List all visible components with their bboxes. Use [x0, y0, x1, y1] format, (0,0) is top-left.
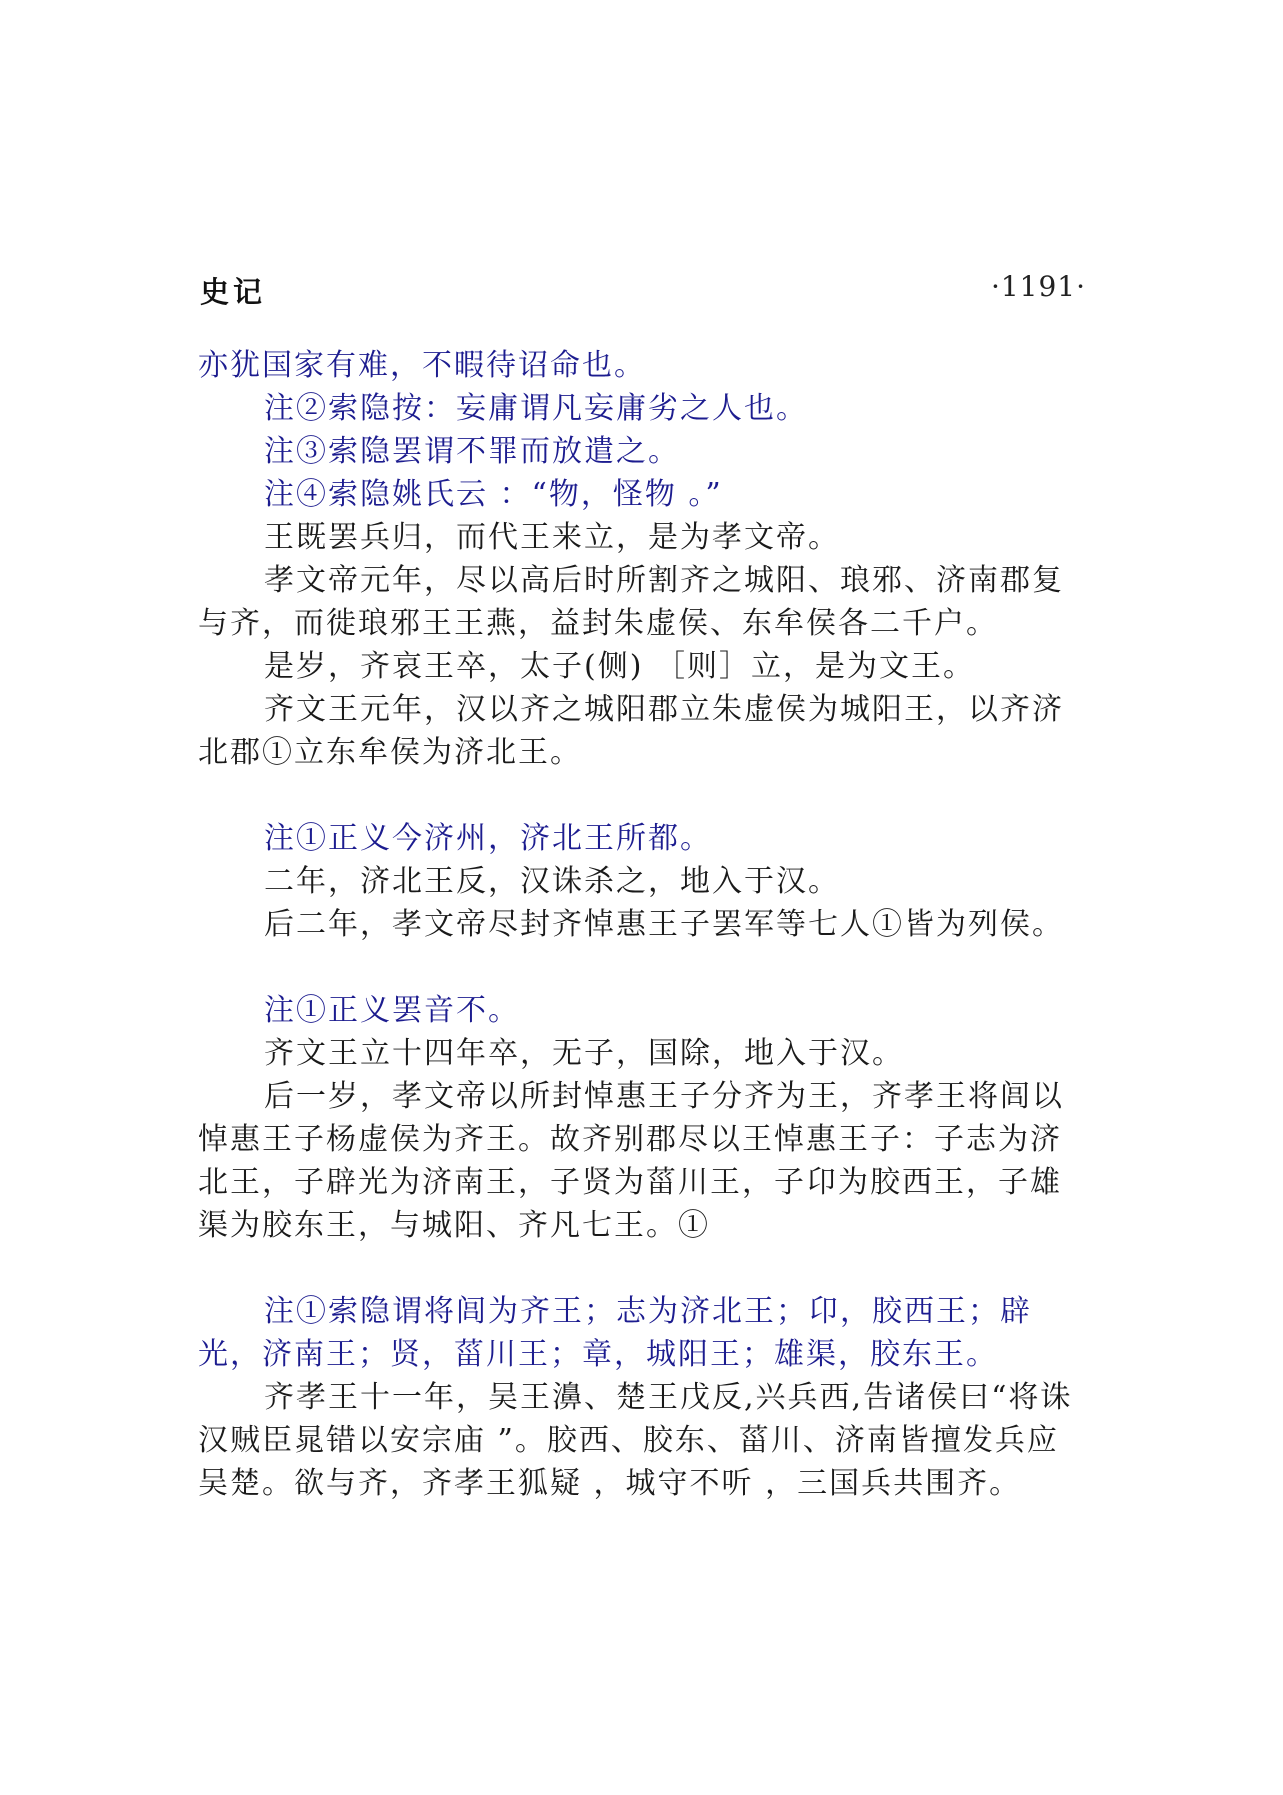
- annotation-note: 注④索隐姚氏云 ：“物，怪物 。”: [264, 477, 723, 512]
- annotation-note: 注①正义今济州，济北王所都。: [264, 821, 712, 856]
- annotation-note: 注①索隐谓将闾为齐王；志为济北王；卬，胶西王；辟光，济南王；贤，菑川王；章，城阳王；雄渠，胶东王。: [198, 1294, 1032, 1372]
- paragraph-gap: [198, 946, 1086, 989]
- body-paragraph: 后二年，孝文帝尽封齐悼惠王子罢军等七人①皆为列侯。: [264, 907, 1064, 942]
- document-page: [198, 270, 1086, 1505]
- body-paragraph: 孝文帝元年，尽以高后时所割齐之城阳、琅邪、济南郡复与齐，而徙琅邪王王燕，益封朱虚侯、东牟侯各二千户。: [198, 563, 1064, 641]
- body-paragraph: 后一岁，孝文帝以所封悼惠王子分齐为王，齐孝王将闾以悼惠王子杨虚侯为齐王。故齐别郡尽以王悼惠王子：子志为济北王，子辟光为济南王，子贤为菑川王，子卬为胶西王，子雄渠为胶东王，与城阳、齐凡七王。①: [198, 1079, 1064, 1243]
- page-header: [198, 270, 1086, 310]
- book-title: 史记: [200, 275, 267, 309]
- body-paragraph: 王既罢兵归，而代王来立，是为孝文帝。: [264, 520, 840, 555]
- annotation-note: 亦犹国家有难，不暇待诏命也。: [198, 348, 646, 383]
- text-body: [198, 344, 1086, 1505]
- paragraph-gap: [198, 1247, 1086, 1290]
- page-number: ·1191·: [990, 270, 1086, 303]
- body-paragraph: 二年，济北王反，汉诛杀之，地入于汉。: [264, 864, 840, 899]
- body-paragraph: 齐文王元年，汉以齐之城阳郡立朱虚侯为城阳王，以齐济北郡①立东牟侯为济北王。: [198, 692, 1064, 770]
- body-paragraph: 齐文王立十四年卒，无子，国除，地入于汉。: [264, 1036, 904, 1071]
- body-paragraph: 是岁，齐哀王卒，太子(侧) ［则］立，是为文王。: [264, 649, 975, 684]
- annotation-note: 注②索隐按：妄庸谓凡妄庸劣之人也。: [264, 391, 808, 426]
- paragraph-gap: [198, 774, 1086, 817]
- annotation-note: 注①正义罢音不。: [264, 993, 520, 1028]
- body-paragraph: 齐孝王十一年，吴王濞、楚王戊反,兴兵西,告诸侯曰“将诛汉贼臣晁错以安宗庙 ”。胶西、胶东、菑川、济南皆擅发兵应吴楚。欲与齐，齐孝王狐疑 ，城守不听 ，三国兵共围齐。: [198, 1380, 1073, 1501]
- annotation-note: 注③索隐罢谓不罪而放遣之。: [264, 434, 680, 469]
